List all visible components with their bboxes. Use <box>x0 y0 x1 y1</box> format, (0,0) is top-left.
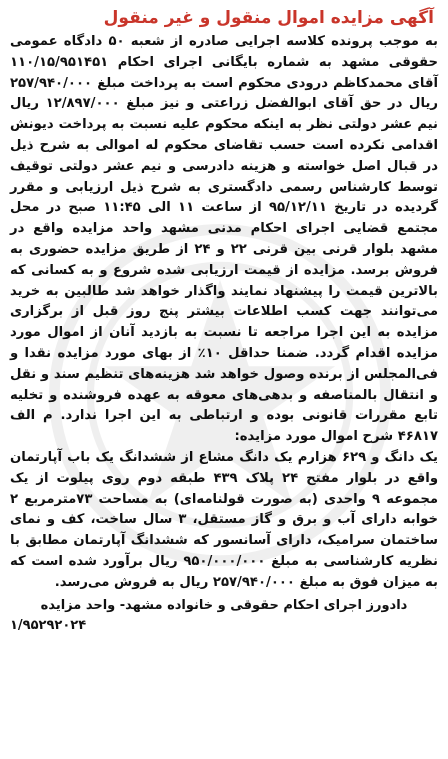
notice-paragraph-property: یک دانگ و ۶۲۹ هزارم یک دانگ مشاع از ششدانگ یک باب آپارتمان واقع در بلوار مفتح ۲۴ پلاک ۴۳۹ طبقه دوم روی پیلوت از یک مجموعه ۹ واحدی (به صورت قولنامه‌ای) به مساحت ۷۳مترمربع ۲ خوابه دارای آب و برق و گاز مستقل، ۳ سال ساخت، کف و نمای ساختمان سرامیک، دارای آسانسور که ششدانگ آپارتمان مطابق با نظریه کارشناسی به مبلغ ۹۵۰/۰۰۰/۰۰۰ ریال برآورد شده است که به میزان فوق به مبلغ ۲۵۷/۹۴۰/۰۰۰ ریال به فروش می‌رسد. <box>10 449 439 590</box>
notice-body <box>10 32 438 594</box>
notice-footer <box>10 596 438 636</box>
notice-title: آگهی مزایده اموال منقول و غیر منقول <box>103 8 434 28</box>
notice-paragraph-main: به موجب پرونده کلاسه اجرایی صادره از شعبه ۵۰ دادگاه عمومی حقوقی مشهد به شماره بایگانی اجرای احکام ۱۱۰/۱۵/۹۵۱۴۵۱ آقای محمدکاظم درودی محکوم است به پرداخت مبلغ ۲۵۷/۹۴۰/۰۰۰ ریال در حق آقای ابوالفضل زراعتی و نیز مبلغ ۱۲/۸۹۷/۰۰۰ ریال نیم عشر دولتی نظر به اینکه محکوم علیه نسبت به پرداخت دیونش اقدامی نکرده است حسب تقاضای محکوم له اموالی به شرح ذیل در قبال اصل خواسته و هزینه دادرسی و نیم عشر دولتی توقیف توسط کارشناس رسمی دادگستری به شرح ذیل ارزیابی و مقرر گردیده در تاریخ ۹۵/۱۲/۱۱ از ساعت ۱۱ الی ۱۱:۴۵ صبح در محل مجتمع قضایی اجرای احکام مدنی مشهد واحد مزایده واقع در مشهد بلوار قرنی بین قرنی ۲۲ و ۲۴ از طریق مزایده حضوری به فروش برسد. مزایده از قیمت ارزیابی شده شروع و به کسانی که بالاترین قیمت را پیشنهاد نمایند واگذار خواهد شد طالبین به خرید می‌توانند جهت کسب اطلاعات بیشتر پنج روز قبل از برگزاری مزایده به این اجرا مراجعه تا نسبت به بازدید آنان از اموال مورد مزایده اقدام گردد. ضمنا حداقل ۱۰٪ از بهای مورد مزایده نقدا و فی‌المجلس از برنده وصول خواهد شد هزینه‌های تنظیم سند و نقل و انتقال بالمناصفه و بدهی‌های معوقه به عهده فروشنده و تخلیه تابع مقررات قانونی بوده و ارتباطی به این اجرا ندارد. م الف ۴۶۸۱۷ شرح اموال مورد مزایده: <box>10 34 439 445</box>
notice-signature: دادورز اجرای احکام حقوقی و خانواده مشهد- واحد مزایده <box>40 597 408 613</box>
notice-reference-code: ۱/۹۵۲۹۲۰۲۴ <box>10 617 87 633</box>
